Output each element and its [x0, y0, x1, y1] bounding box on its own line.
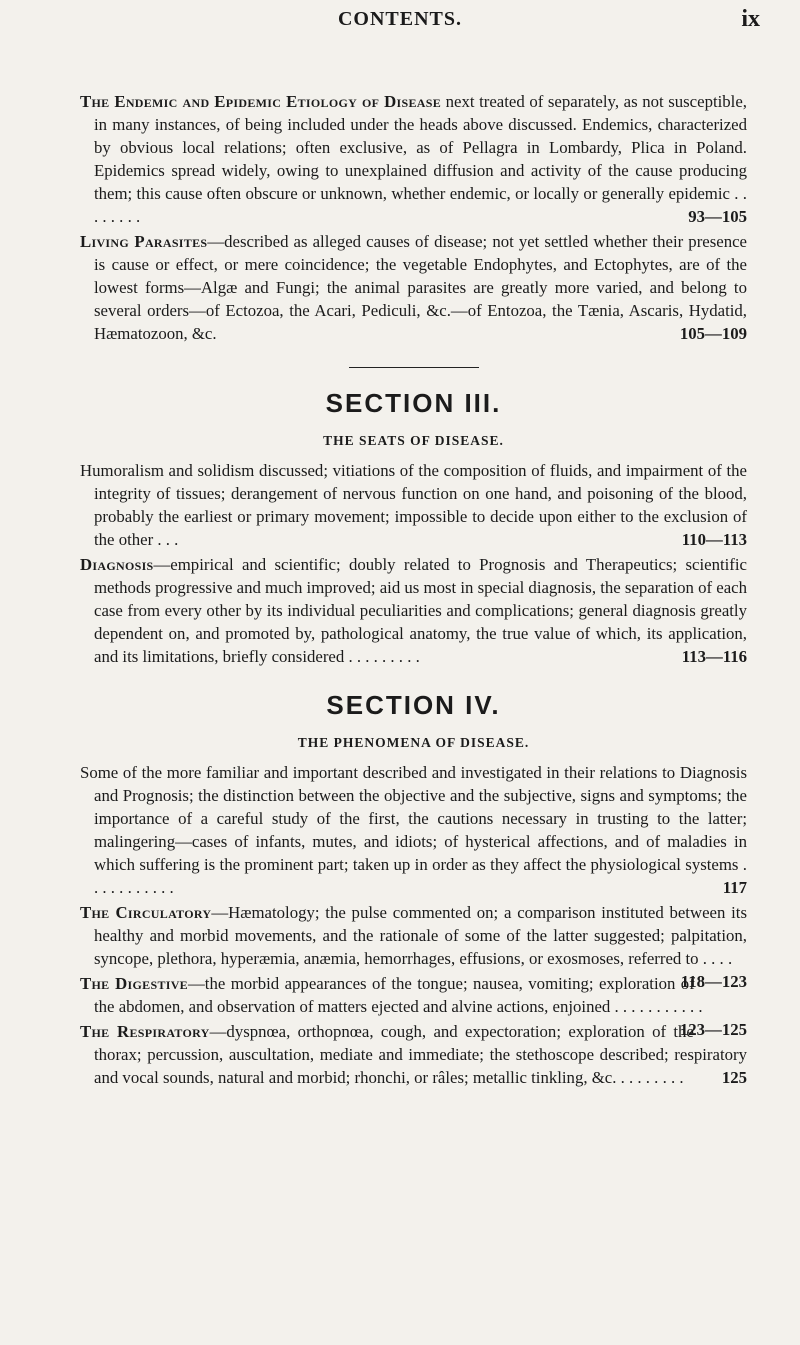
- entry-heading: The Respiratory: [80, 1022, 210, 1041]
- entry-text: —the morbid appearances of the tongue; nausea, vomiting; exploration of the abdomen, and observation of matters ejected and alvine actions, enjoined . . . . . . . . . . .: [94, 974, 703, 1016]
- entry-heading: The Endemic and Epidemic Etiology of Disease: [80, 92, 442, 111]
- section-4-heading: SECTION IV.: [326, 690, 501, 720]
- toc-entry-endemic-epidemic: [80, 90, 747, 228]
- section-4-subtitle: THE PHENOMENA OF DISEASE.: [297, 735, 530, 750]
- entry-pages: 93—105: [688, 207, 747, 226]
- section-divider: [349, 367, 479, 368]
- entry-pages: 117: [722, 878, 747, 897]
- toc-entry-phenomena: [80, 761, 747, 899]
- entry-text: Some of the more familiar and important described and investigated in their relations to Diagnosis and Prognosis; the distinction between the objective and the subjective, signs and symptoms; the importance of a careful study of the first, the cautions necessary in trusting to the latter; malingering—cases of infants, mutes, and idiots; of hysterical affections, and of maladies in which suffering is the prominent part; taken up in order as they affect the physiological systems . . . . . . . . . . .: [80, 763, 747, 897]
- toc-entry-diagnosis: [80, 553, 747, 668]
- running-head: [0, 4, 800, 34]
- entry-pages: 113—116: [681, 647, 747, 666]
- contents-body: [80, 90, 747, 1089]
- running-title: CONTENTS.: [337, 8, 463, 30]
- section-gap: [80, 668, 747, 690]
- page-number: ix: [741, 6, 760, 32]
- section-3-subtitle: THE SEATS OF DISEASE.: [323, 433, 504, 448]
- entry-text: next treated of separately, as not susceptible, in many instances, of being included under the heads above discussed. Endemics, characterized by obvious local relations; often exclusive, as of Pellagra in Lombardy, Plica in Poland. Epidemics spread widely, owing to unexplained diffusion and activity of the cause producing them; this cause often obscure or unknown, whether endemic, or locally or generally epidemic . . . . . . . .: [94, 92, 747, 226]
- section-3-heading: SECTION III.: [325, 388, 502, 418]
- entry-pages: 123—125: [679, 1020, 747, 1039]
- entry-text: —dyspnœa, orthopnœa, cough, and expectoration; exploration of the thorax; percussion, auscultation, mediate and immediate; the stethoscope described; respiratory and vocal sounds, natural and morbid; rhonchi, or râles; metallic tinkling, &c. . . . . . . . .: [94, 1022, 747, 1087]
- entry-pages: 118—123: [680, 972, 747, 991]
- entry-heading: Diagnosis: [80, 555, 154, 574]
- entry-text: —Hæmatology; the pulse commented on; a comparison instituted between its healthy and morbid movements, and the rationale of some of the latter suggested; palpitation, syncope, plethora, hyperæmia, anæmia, hemorrhages, effusions, or exosmoses, referred to . . . .: [94, 903, 747, 968]
- entry-text: Humoralism and solidism discussed; vitiations of the composition of fluids, and impairment of the integrity of tissues; derangement of nervous function on one hand, and poisoning of the blood, probably the earliest or primary movement; impossible to decide upon either to the exclusion of the other . . .: [80, 461, 747, 549]
- entry-text: —described as alleged causes of disease; not yet settled whether their presence is cause or effect, or mere coincidence; the vegetable Endophytes, and Ectophytes, are of the lowest forms—Algæ and Fungi; the animal parasites are greatly more varied, and belong to several orders—of Ectozoa, the Acari, Pediculi, &c.—of Entozoa, the Tænia, Ascaris, Hydatid, Hæmatozoon, &c.: [94, 232, 747, 343]
- entry-pages: 125: [721, 1068, 747, 1087]
- entry-text: —empirical and scientific; doubly related to Prognosis and Therapeutics; scientific methods progressive and much improved; aid us most in special diagnosis, the separation of each case from every other by its individual peculiarities and complications; general diagnosis greatly dependent on, and promoted by, pathological anatomy, the true value of which, its application, and its limitations, briefly considered . . . . . . . . .: [94, 555, 747, 666]
- entry-heading: The Digestive: [80, 974, 188, 993]
- entry-heading: The Circulatory: [80, 903, 212, 922]
- entry-pages: 110—113: [681, 530, 747, 549]
- toc-entry-respiratory: [80, 1020, 747, 1089]
- toc-entry-humoralism: [80, 459, 747, 551]
- entry-heading: Living Parasites: [80, 232, 208, 251]
- entry-pages: 105—109: [679, 324, 747, 343]
- toc-entry-living-parasites: [80, 230, 747, 345]
